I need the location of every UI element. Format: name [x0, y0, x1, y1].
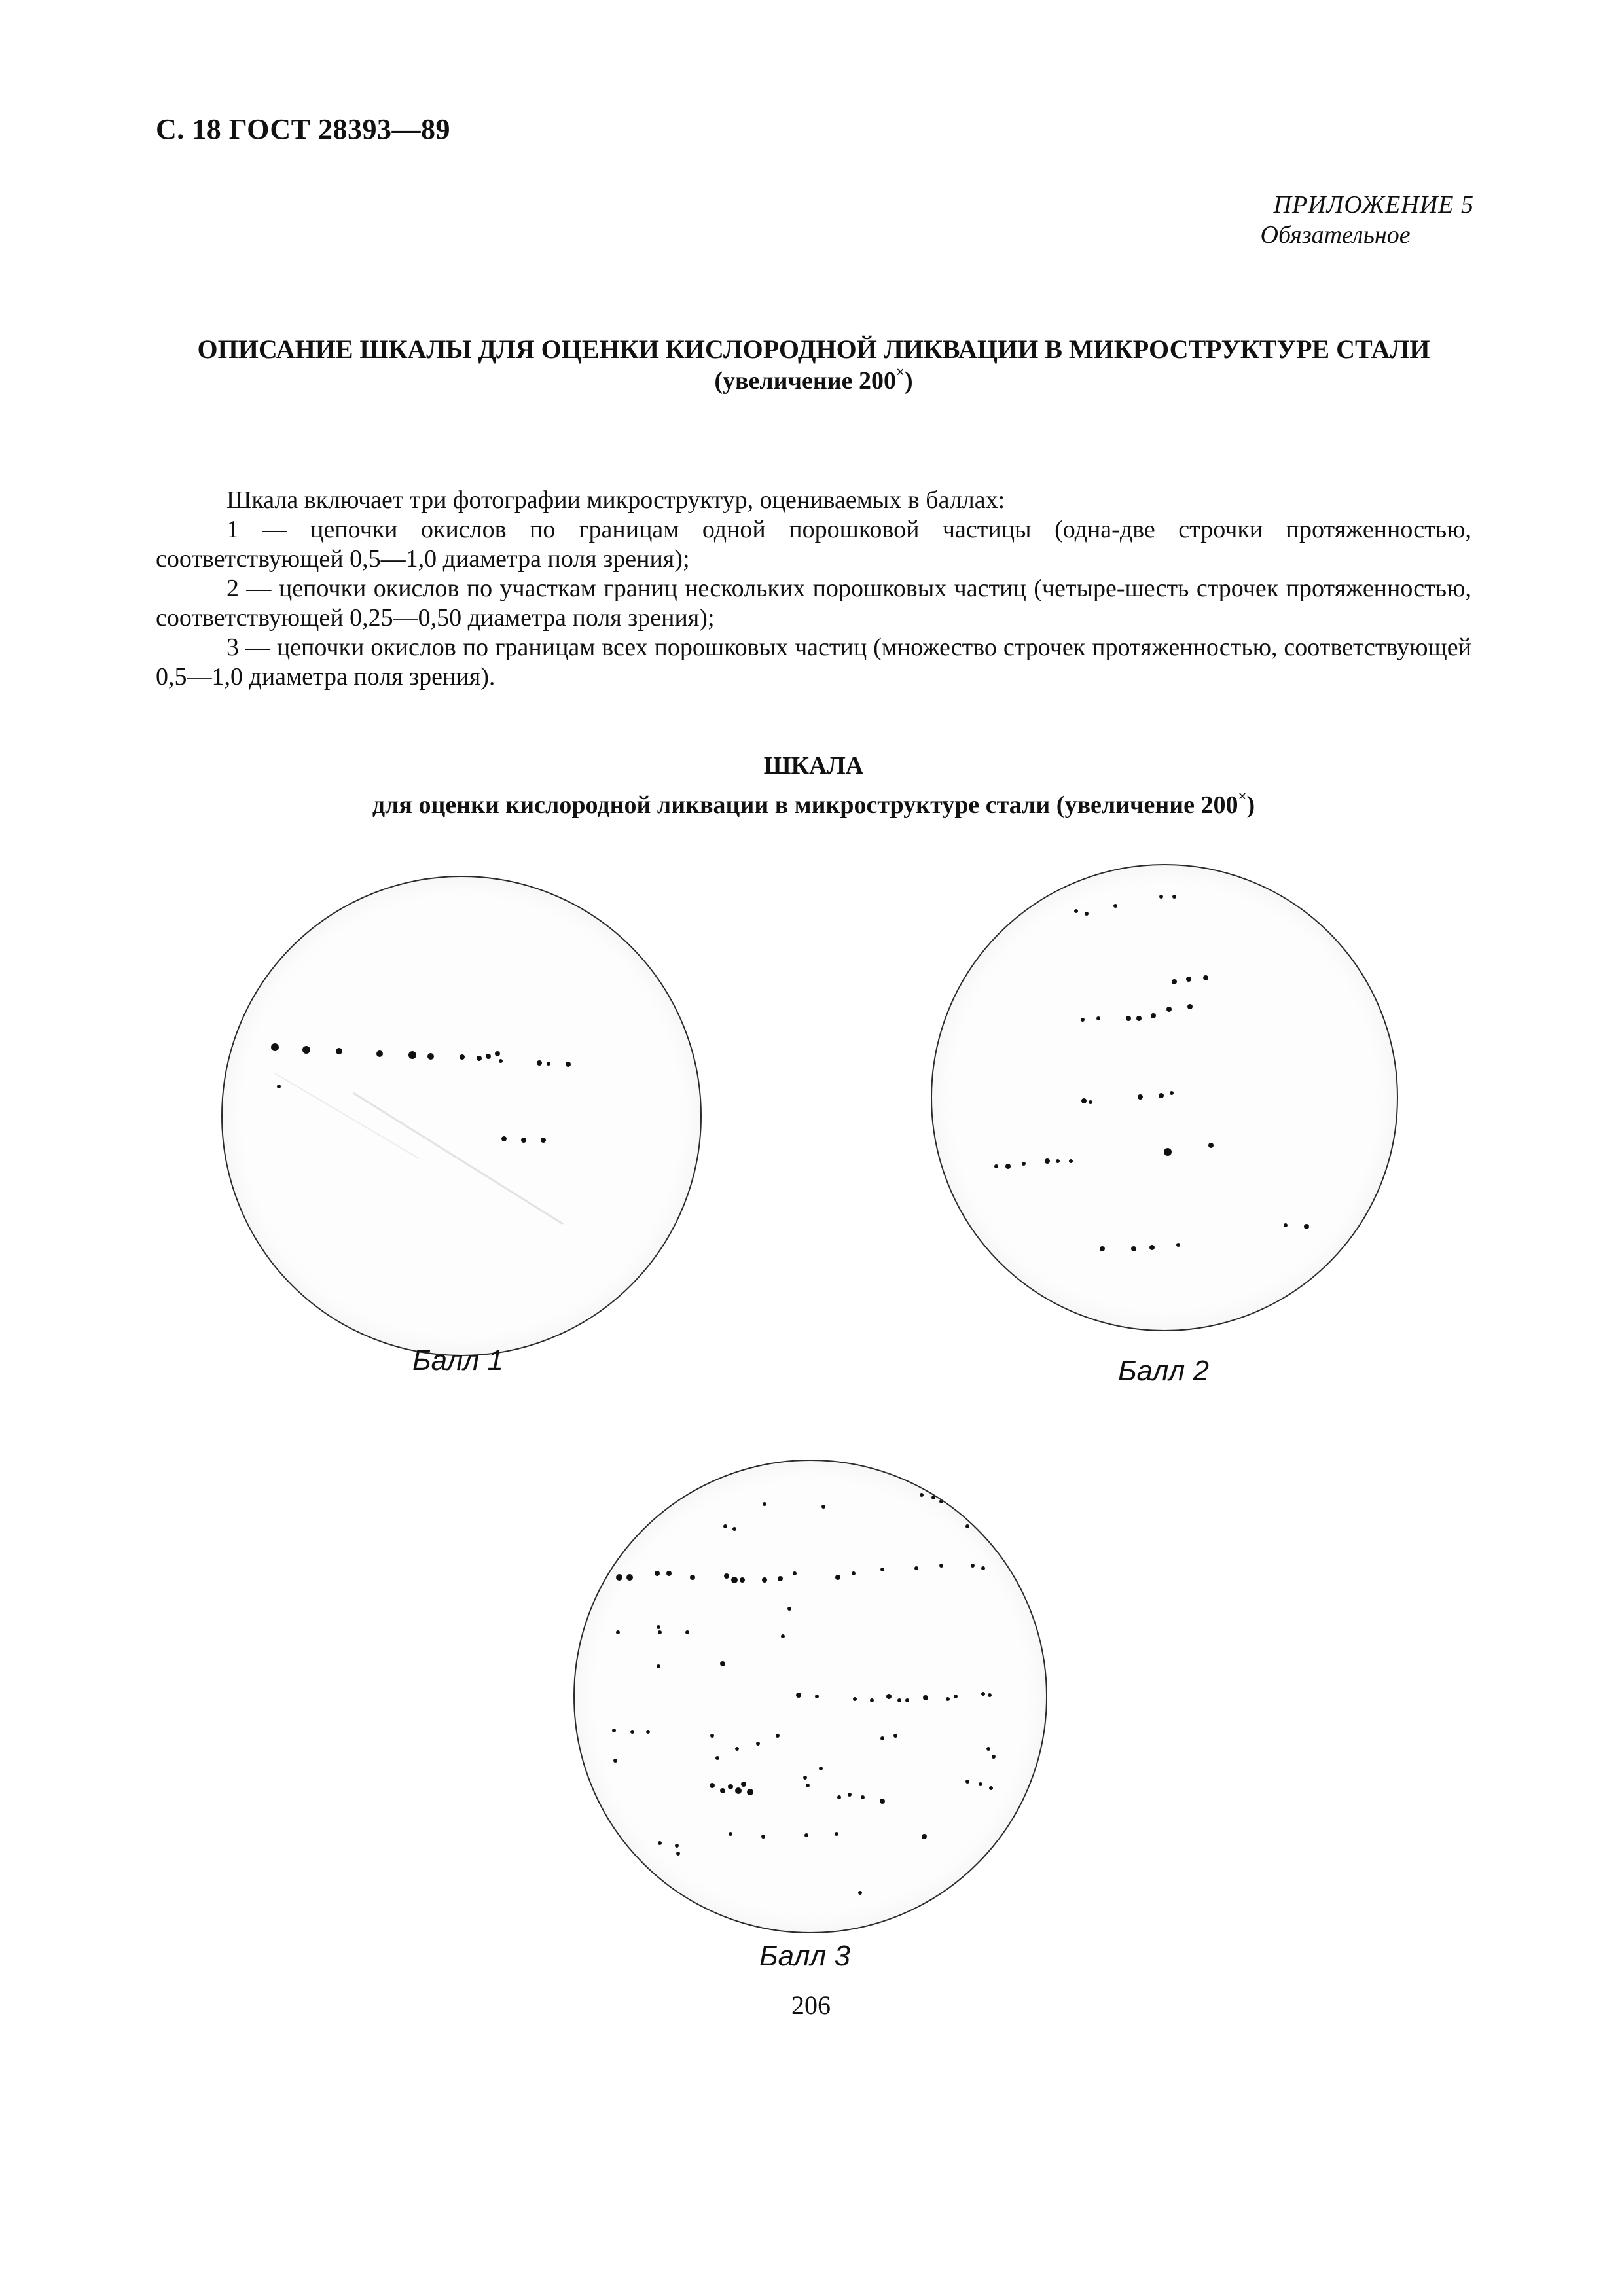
- scale-subtitle: [156, 785, 1471, 825]
- micrograph-score-2: [931, 864, 1398, 1331]
- title-sub-sup: ×: [896, 363, 905, 380]
- annex-label-block: [1260, 190, 1474, 250]
- oxide-dots-1: [223, 877, 700, 1355]
- paragraph-item-3: 3 — цепочки окислов по границам всех порошковых частиц (множество строчек протяженностью, соответствующей 0,5—1,0 диаметра поля зрения).: [156, 634, 1471, 691]
- scale-heading: [156, 746, 1471, 825]
- paragraph-item-2: 2 — цепочки окислов по участкам границ нескольких порошковых частиц (четыре-шесть строчек протяженностью, соответствующей 0,25—0,50 диаметра поля зрения);: [156, 575, 1471, 632]
- scale-title: ШКАЛА: [763, 752, 864, 780]
- paragraph-intro: Шкала включает три фотографии микроструктур, оцениваемых в баллах:: [226, 486, 1005, 514]
- caption-score-2: Балл 2: [1118, 1355, 1209, 1387]
- caption-score-3: Балл 3: [759, 1940, 850, 1972]
- caption-score-1: Балл 1: [412, 1344, 503, 1376]
- description-text: [156, 486, 1471, 692]
- scale-subtitle-before: для оценки кислородной ликвации в микроструктуре стали (увеличение 200: [372, 791, 1238, 819]
- title-subtitle: [156, 365, 1471, 397]
- oxide-dots-3: [575, 1461, 1046, 1932]
- scale-subtitle-after: ): [1246, 791, 1255, 819]
- micrograph-score-3: [573, 1460, 1047, 1933]
- title-main: ОПИСАНИЕ ШКАЛЫ ДЛЯ ОЦЕНКИ КИСЛОРОДНОЙ ЛИКВАЦИИ В МИКРОСТРУКТУРЕ СТАЛИ: [197, 334, 1430, 364]
- scale-subtitle-sup: ×: [1238, 787, 1247, 804]
- document-title: [156, 334, 1471, 397]
- title-sub-after: ): [905, 367, 913, 395]
- oxide-dots-2: [932, 865, 1397, 1330]
- micrograph-score-1: [221, 876, 702, 1356]
- page-header: С. 18 ГОСТ 28393—89: [156, 113, 451, 145]
- paragraph-item-1: 1 — цепочки окислов по границам одной порошковой частицы (одна-две строчки протяженностью, соответствующей 0,5—1,0 диаметра поля зрения);: [156, 516, 1471, 573]
- page-number: 206: [791, 1990, 831, 2020]
- annex-number: ПРИЛОЖЕНИЕ 5: [1273, 191, 1474, 219]
- title-sub-before: (увеличение 200: [714, 367, 897, 395]
- annex-status: Обязательное: [1260, 221, 1411, 249]
